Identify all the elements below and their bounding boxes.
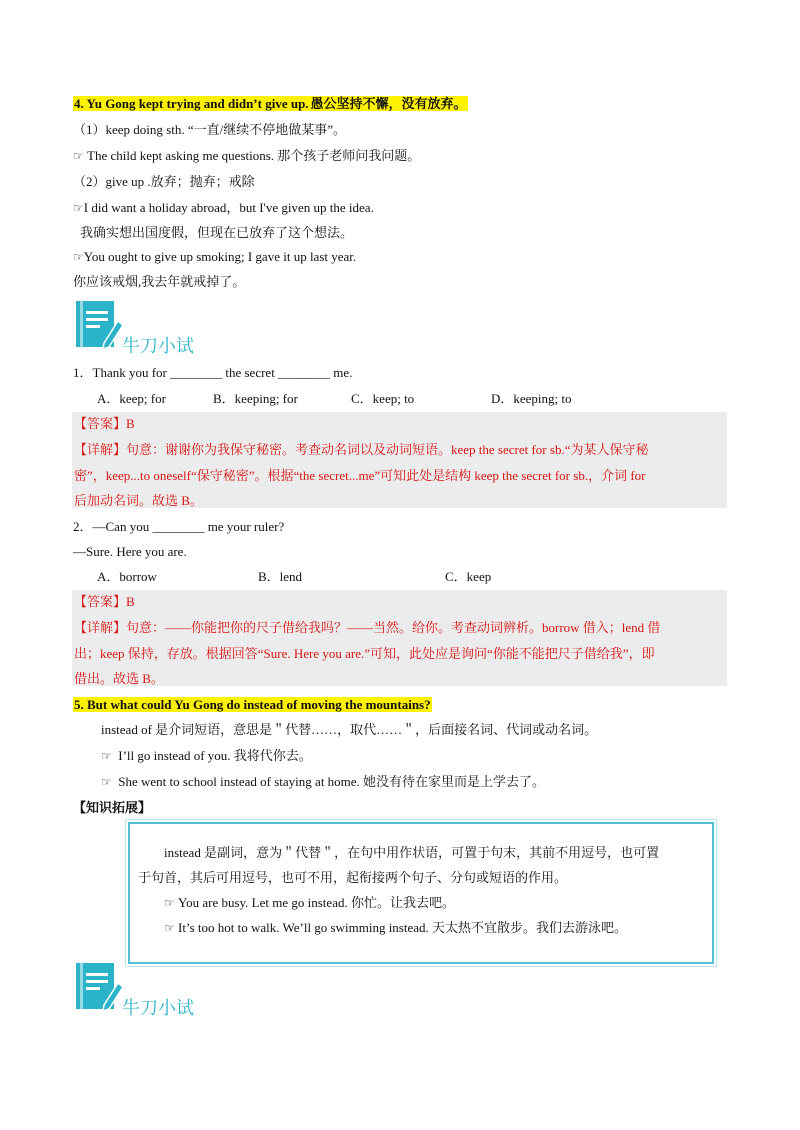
section-title-2: 牛刀小试 xyxy=(122,998,194,1019)
point4-line5: 我确实想出国度假，但现在已放弃了这个想法。 xyxy=(80,225,354,240)
point5-heading-text: 5. But what could Yu Gong do instead of moving the mountains? xyxy=(74,697,431,712)
q2-answer-box xyxy=(72,590,727,686)
q1-option-b: B．keeping; for xyxy=(213,391,298,406)
ext-line1: instead 是副词，意为＂代替＂，在句中用作状语，可置于句末，其前不用逗号，也可置 xyxy=(164,845,660,860)
q1-answer: 【答案】B xyxy=(74,416,135,431)
pointing-hand-icon: ☞ xyxy=(73,201,84,215)
point4-line1: （1）keep doing sth. “一直/继续不停地做某事”。 xyxy=(73,122,346,137)
point4-line2-text: The child kept asking me questions. 那个孩子老师问我问题。 xyxy=(87,148,421,163)
point4-line6 xyxy=(73,248,356,266)
point4-line3: （2）give up .放弃；抛弃；戒除 xyxy=(73,174,255,189)
section-title: 牛刀小试 xyxy=(122,336,194,357)
point5-line1: instead of 是介词短语，意思是＂代替……，取代……＂，后面接名词、代词或动名词。 xyxy=(101,722,598,737)
ext-line3-text: You are busy. Let me go instead. 你忙。让我去吧。 xyxy=(178,895,455,910)
ext-line3 xyxy=(164,894,455,912)
point4-line4-text: I did want a holiday abroad，but I've given up the idea. xyxy=(83,200,374,215)
q1-answer-box xyxy=(72,412,727,508)
pointing-hand-icon: ☞ xyxy=(164,921,175,935)
q2-detail-line3: 借出。故选 B。 xyxy=(74,671,164,686)
pointing-hand-icon: ☞ xyxy=(164,896,175,910)
point5-line3 xyxy=(101,773,545,791)
pointing-hand-icon: ☞ xyxy=(101,749,112,763)
q2-answer: 【答案】B xyxy=(74,594,135,609)
q2-stem: 2．—Can you ________ me your ruler? xyxy=(73,519,285,534)
q2-option-c: C．keep xyxy=(445,569,492,584)
ext-line4 xyxy=(164,919,627,937)
point4-line7: 你应该戒烟,我去年就戒掉了。 xyxy=(73,274,246,289)
q1-option-d: D．keeping; to xyxy=(491,391,572,406)
q2-detail-line1: 【详解】句意：——你能把你的尺子借给我吗？——当然。给你。考查动词辨析。borrow 借入；lend 借 xyxy=(74,620,661,635)
q2-option-a: A．borrow xyxy=(97,569,157,584)
q2-detail-line2: 出；keep 保持，存放。根据回答“Sure. Here you are.”可知，此处应是询问“你能不能把尺子借给我”，即 xyxy=(74,646,655,661)
notepad-pencil-icon xyxy=(74,961,124,1017)
ext-line4-text: It’s too hot to walk. We’ll go swimming instead. 天太热不宜散步。我们去游泳吧。 xyxy=(178,920,628,935)
q2-stem-reply: —Sure. Here you are. xyxy=(73,544,187,559)
point4-line4 xyxy=(73,199,374,217)
q1-detail-line3: 后加动名词。故选 B。 xyxy=(74,493,203,508)
point5-line2-text: I’ll go instead of you. 我将代你去。 xyxy=(118,748,312,763)
q1-detail-line1: 【详解】句意：谢谢你为我保守秘密。考查动名词以及动词短语。keep the secret for sb.“为某人保守秘 xyxy=(74,442,649,457)
extension-title: 【知识拓展】 xyxy=(73,800,152,815)
pointing-hand-icon: ☞ xyxy=(73,250,84,264)
q1-detail-line2: 密”，keep...to oneself“保守秘密”。根据“the secret...me”可知此处是结构 keep the secret for sb.，介词 for xyxy=(74,468,646,483)
extension-box xyxy=(128,822,714,964)
pointing-hand-icon: ☞ xyxy=(73,149,84,163)
ext-line2: 于句首，其后可用逗号，也可不用，起衔接两个句子、分句或短语的作用。 xyxy=(138,870,568,885)
notepad-pencil-icon xyxy=(74,299,124,355)
point4-line2 xyxy=(73,147,420,165)
q1-option-c: C．keep; to xyxy=(351,391,415,406)
point4-heading-cn: 愚公坚持不懈，没有放弃。 xyxy=(310,96,467,111)
point4-heading xyxy=(73,95,468,113)
point5-line3-text: She went to school instead of staying at home. 她没有待在家里而是上学去了。 xyxy=(118,774,546,789)
pointing-hand-icon: ☞ xyxy=(101,775,112,789)
point4-line6-text: You ought to give up smoking; I gave it up last year. xyxy=(83,249,357,264)
point5-heading xyxy=(73,696,432,714)
point5-line2 xyxy=(101,747,312,765)
point4-heading-en: 4. Yu Gong kept trying and didn’t give up. xyxy=(74,96,309,111)
q1-option-a: A．keep; for xyxy=(97,391,166,406)
q1-stem: 1．Thank you for ________ the secret ________ me. xyxy=(73,365,353,380)
q2-option-b: B．lend xyxy=(258,569,303,584)
